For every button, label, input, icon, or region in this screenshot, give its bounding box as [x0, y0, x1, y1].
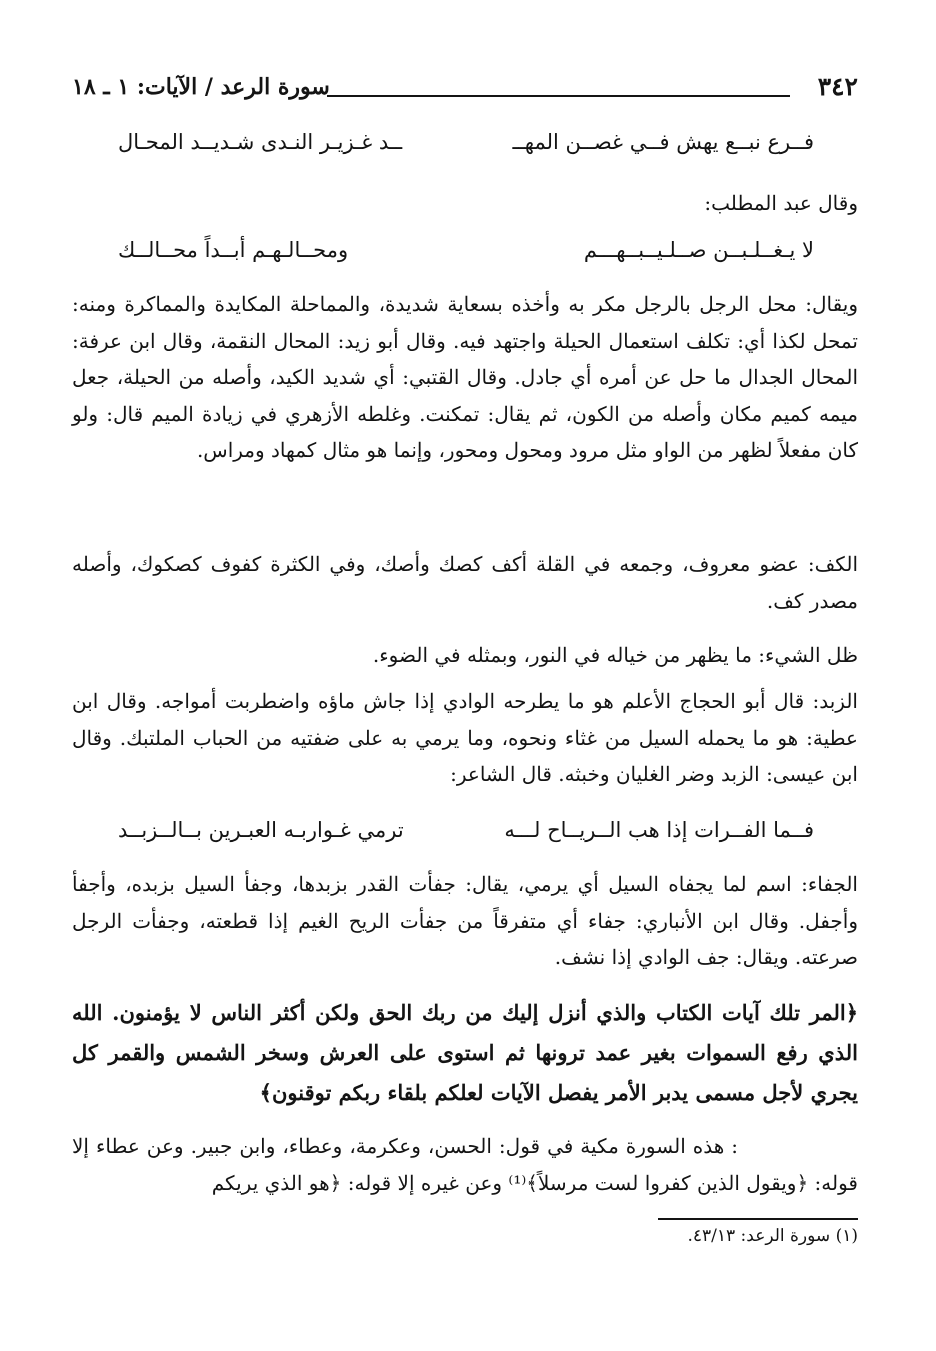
paragraph-kaff: الكف: عضو معروف، وجمعه في القلة أكف كصك وأصك، وفي الكثرة كفوف كصكوك، وأصله مصدر كف. — [72, 552, 858, 613]
paragraph-commentary: : هذه السورة مكية في قول: الحسن، وعكرمة، وعطاء، وابن جبير. وعن عطاء إلا قوله: ﴿ويقول الذين كفروا لست مرسلاً﴾⁽¹⁾ وعن غيره إلا قوله: ﴿هو الذي يريكم — [72, 1134, 858, 1195]
header-rule — [327, 95, 790, 97]
verse-1-second-hemistich: ــد غـزيـر النـدى شـديــد المحـال — [118, 130, 403, 154]
paragraph-jufaa: الجفاء: اسم لما يجفاه السيل أي يرمي، يقال: جفأت القدر بزبدها، وجفأ السيل بزبده، وأجفأ وأجفل. وقال ابن الأنباري: جفاء أي متفرقاً من جفأت الريح الغيم إذا قطعته، وجفأت الرجل صرعته. ويقال: جف الوادي إذا نشف. — [72, 872, 858, 969]
verse-2-second-hemistich: ومحــالـهـم أبــداً محــالــك — [118, 238, 349, 262]
footnote-rule — [658, 1218, 858, 1220]
paragraph-zill: ظل الشيء: ما يظهر من خياله في النور، وبمثله في الضوء. — [372, 643, 858, 667]
running-title: سورة الرعد / الآيات: ١ ـ ١٨ — [72, 74, 330, 100]
page-header — [72, 72, 858, 108]
verse-3-first-hemistich: فــما الفــرات إذا هب الــريــاح لـــه — [504, 818, 814, 842]
verse-2-first-hemistich: لا يـغــلـبــن صــلـيــبــهـــم — [583, 238, 814, 262]
page-number: ٣٤٢ — [817, 72, 858, 101]
quran-verse-block: ﴿المر تلك آيات الكتاب والذي أنزل إليك من ربك الحق ولكن أكثر الناس لا يؤمنون. الله الذي رفع السموات بغير عمد ترونها ثم استوى على العرش وسخر الشمس والقمر كل يجري لأجل مسمى يدبر الأمر يفصل الآيات لعلكم بلقاء ربكم توقنون﴾ — [72, 1000, 858, 1105]
footnote: (١) سورة الرعد: ٤٣/١٣. — [687, 1226, 858, 1246]
verse-3-second-hemistich: ترمي غـواربـه العبـرين بــالــزبــد — [118, 818, 404, 842]
verse-2-intro: وقال عبد المطلب: — [704, 191, 858, 215]
verse-1-first-hemistich: فــرع نبــع يهش فــي غصــن المهــ — [512, 130, 814, 154]
paragraph-zabad: الزبد: قال أبو الحجاج الأعلم هو ما يطرحه الوادي إذا جاش ماؤه واضطربت أمواجه. وقال ابن عطية: هو ما يحمله السيل من غثاء ونحوه، وما يرمي به على ضفتيه من الحباب الملتبك. وقال ابن عيسى: الزبد وضر الغليان وخبثه. قال الشاعر: — [72, 689, 858, 786]
paragraph-mihal: ويقال: محل الرجل بالرجل مكر به وأخذه بسعاية شديدة، والمماحلة المكايدة والمماكرة ومنه: تمحل لكذا أي: تكلف استعمال الحيلة واجتهد فيه. وقال أبو زيد: المحال النقمة، وقال ابن عرفة: المحال الجدال ما حل عن أمره أي جادل. وقال القتبي: أي شديد الكيد، وأصله من الحيلة، جعل ميمه كميم مكان وأصله من الكون، ثم يقال: تمكنت. وغلطه الأزهري في زيادة الميم قال: ولو كان مفعلاً لظهر من الواو مثل مرود ومحول ومحور، وإنما هو مثال كمهاد ومراس. — [72, 292, 858, 462]
